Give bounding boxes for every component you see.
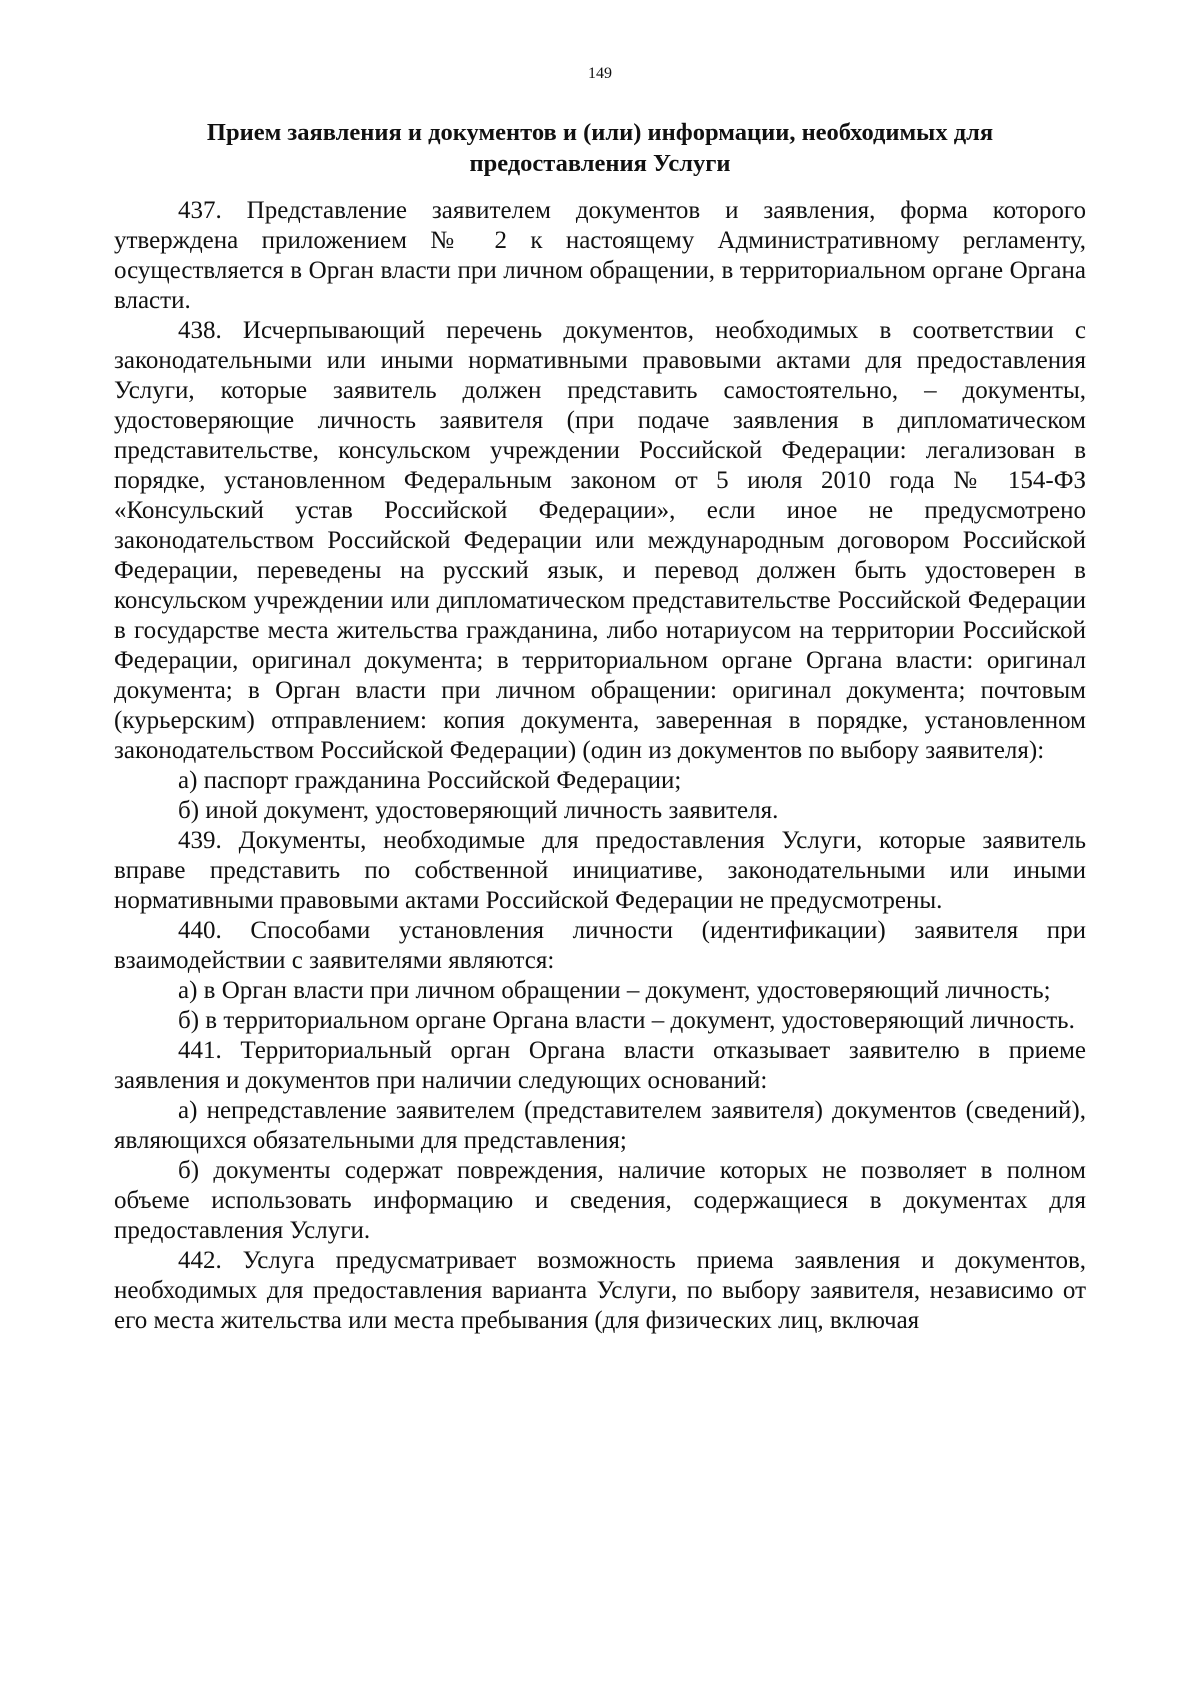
- section-title: [110, 117, 1090, 179]
- paragraph-440-item-a: а) в Орган власти при личном обращении – документ, удостоверяющий личность;: [178, 977, 1051, 1004]
- paragraph-438-item-a: а) паспорт гражданина Российской Федерации;: [178, 767, 682, 794]
- paragraph-440: 440. Способами установления личности (идентификации) заявителя при взаимодействии с заявителями являются:: [114, 917, 1086, 974]
- paragraph-441-item-a: а) непредставление заявителем (представителем заявителя) документов (сведений), являющихся обязательными для представления;: [114, 1097, 1086, 1154]
- page-number: 149: [588, 65, 612, 82]
- paragraph-441: 441. Территориальный орган Органа власти отказывает заявителю в приеме заявления и документов при наличии следующих оснований:: [114, 1037, 1086, 1094]
- paragraph-438: 438. Исчерпывающий перечень документов, необходимых в соответствии с законодательными или иными нормативными правовыми актами для предоставления Услуги, которые заявитель должен представить самостоятельно, – документы, удостоверяющие личность заявителя (при подаче заявления в дипломатическом представительстве, консульском учреждении Российской Федерации: легализован в порядке, установленном Федеральным законом от 5 июля 2010 года № 154-ФЗ «Консульский устав Российской Федерации», если иное не предусмотрено законодательством Российской Федерации или международным договором Российской Федерации, переведены на русский язык, и перевод должен быть удостоверен в консульском учреждении или дипломатическом представительстве Российской Федерации в государстве места жительства гражданина, либо нотариусом на территории Российской Федерации, оригинал документа; в территориальном органе Органа власти: оригинал документа; в Орган власти при личном обращении: оригинал документа; почтовым (курьерским) отправлением: копия документа, заверенная в порядке, установленном законодательством Российской Федерации) (один из документов по выбору заявителя):: [114, 317, 1086, 764]
- paragraph-437: 437. Представление заявителем документов и заявления, форма которого утверждена приложением № 2 к настоящему Административному регламенту, осуществляется в Орган власти при личном обращении, в территориальном органе Органа власти.: [114, 197, 1086, 314]
- document-body: [114, 196, 1086, 1336]
- paragraph-442: 442. Услуга предусматривает возможность приема заявления и документов, необходимых для предоставления варианта Услуги, по выбору заявителя, независимо от его места жительства или места пребывания (для физических лиц, включая: [114, 1247, 1086, 1334]
- paragraph-440-item-b: б) в территориальном органе Органа власти – документ, удостоверяющий личность.: [178, 1007, 1075, 1034]
- paragraph-441-item-b: б) документы содержат повреждения, наличие которых не позволяет в полном объеме использовать информацию и сведения, содержащиеся в документах для предоставления Услуги.: [114, 1157, 1086, 1244]
- section-title-line-2: предоставления Услуги: [469, 150, 731, 177]
- section-title-line-1: Прием заявления и документов и (или) информации, необходимых для: [206, 119, 994, 146]
- paragraph-439: 439. Документы, необходимые для предоставления Услуги, которые заявитель вправе представить по собственной инициативе, законодательными или иными нормативными правовыми актами Российской Федерации не предусмотрены.: [114, 827, 1086, 914]
- paragraph-438-item-b: б) иной документ, удостоверяющий личность заявителя.: [178, 797, 779, 824]
